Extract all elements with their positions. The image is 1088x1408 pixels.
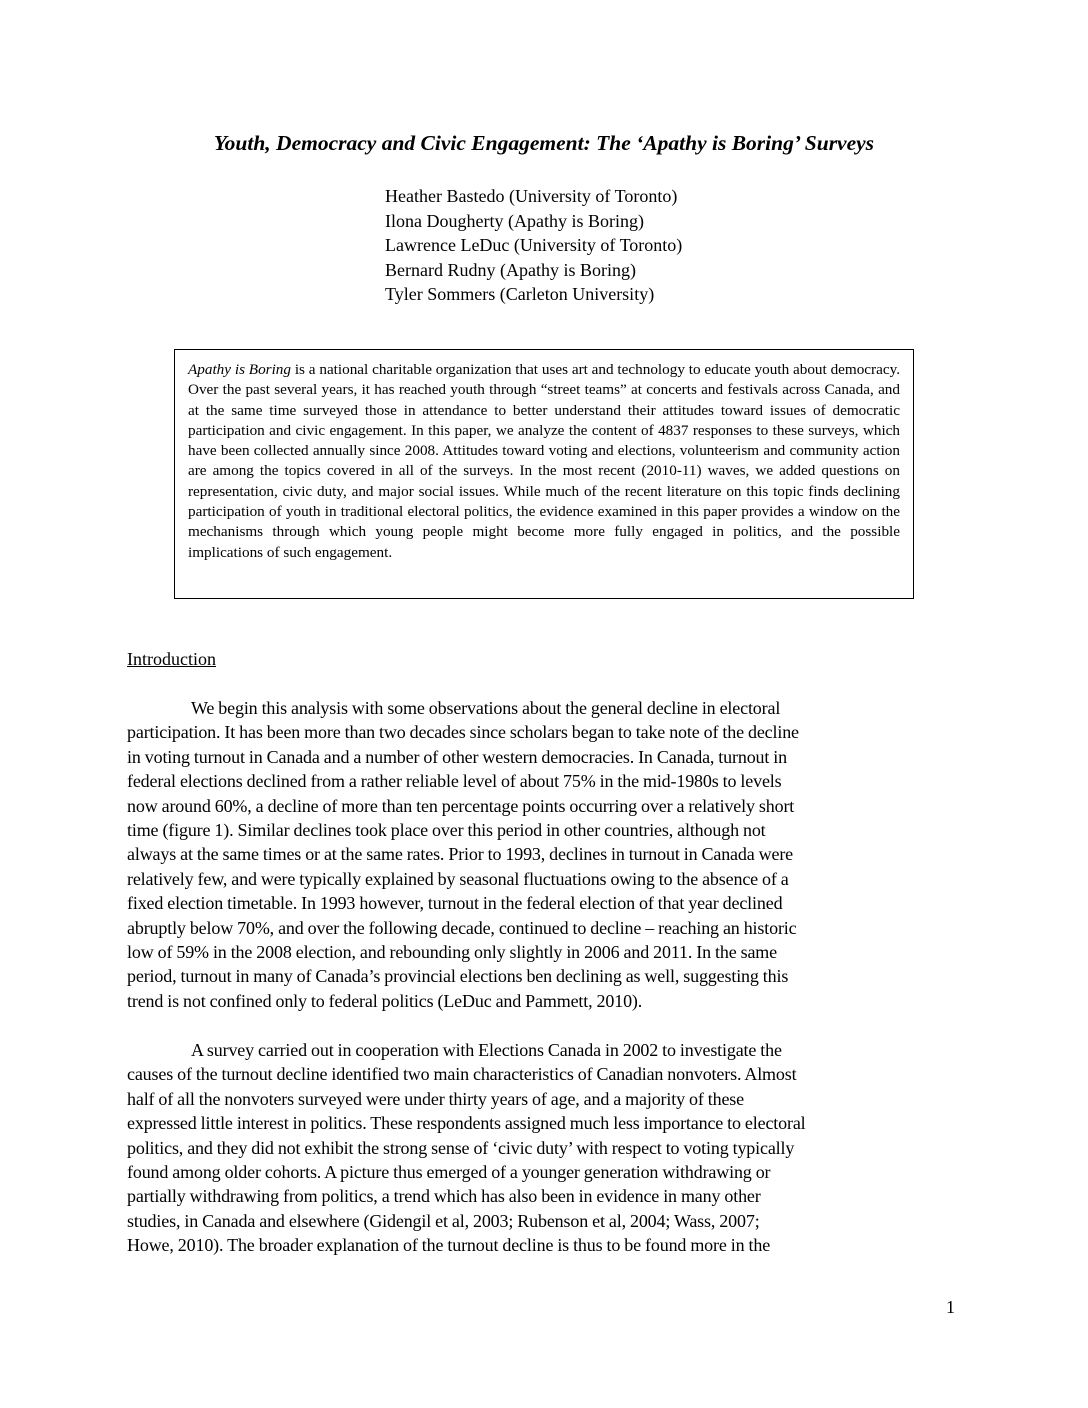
paragraph-line: relatively few, and were typically explained by seasonal fluctuations owing to the absence of a — [127, 868, 789, 889]
paragraph-line: now around 60%, a decline of more than ten percentage points occurring over a relatively short — [127, 795, 795, 816]
paragraph-line: federal elections declined from a rather reliable level of about 75% in the mid-1980s to levels — [127, 771, 782, 792]
paragraph-line: Howe, 2010). The broader explanation of the turnout decline is thus to be found more in the — [127, 1235, 771, 1256]
paragraph-line: found among older cohorts. A picture thus emerged of a younger generation withdrawing or — [127, 1162, 771, 1183]
paragraph-line: partially withdrawing from politics, a trend which has also been in evidence in many other — [127, 1186, 761, 1207]
paragraph-line: We begin this analysis with some observations about the general decline in electoral — [191, 698, 781, 718]
author-entry: Heather Bastedo (University of Toronto) — [385, 186, 678, 206]
abstract-lead: Apathy is Boring — [188, 361, 291, 378]
section-heading: Introduction — [127, 649, 216, 669]
body-paragraph — [127, 1038, 947, 1258]
author-entry: Bernard Rudny (Apathy is Boring) — [385, 259, 636, 280]
paragraph-line: fixed election timetable. In 1993 however, turnout in the federal election of that year declined — [127, 893, 783, 914]
paper-title: Youth, Democracy and Civic Engagement: The ‘Apathy is Boring’ Surveys — [213, 131, 875, 155]
paragraph-line: always at the same times or at the same rates. Prior to 1993, declines in turnout in Canada were — [127, 844, 794, 865]
paragraph-line: period, turnout in many of Canada’s provincial elections ben declining as well, suggesting this — [127, 966, 789, 987]
paragraph-line: participation. It has been more than two decades since scholars began to take note of the decline — [127, 722, 799, 743]
author-entry: Lawrence LeDuc (University of Toronto) — [385, 235, 683, 255]
abstract-text: is a national charitable organization that uses art and technology to educate youth about democracy. Over the past several years, it has reached youth through “street teams” at concerts and festivals across Canada, and at the same time surveyed those in attendance to better understand their attitudes toward issues of democratic participation and civic engagement. In this paper, we analyze the content of 4837 responses to these surveys, which have been collected annually since 2008. Attitudes toward voting and elections, volunteerism and community action are among the topics covered in all of the surveys. In the most recent (2010-11) waves, we added questions on representation, civic duty, and major social issues. While much of the recent literature on this topic finds declining participation of youth in traditional electoral politics, the evidence examined in this paper provides a window on the mechanisms through which young people might become more fully engaged in politics, and the possible implications of such engagement. — [188, 361, 900, 561]
abstract-box — [174, 349, 914, 599]
paragraph-line: low of 59% in the 2008 election, and rebounding only slightly in 2006 and 2011. In the same — [127, 942, 777, 963]
paragraph-line: A survey carried out in cooperation with Elections Canada in 2002 to investigate the — [191, 1040, 782, 1060]
author-entry: Tyler Sommers (Carleton University) — [385, 284, 655, 304]
paragraph-line: causes of the turnout decline identified two main characteristics of Canadian nonvoters. Almost — [127, 1064, 797, 1085]
paragraph-line: abruptly below 70%, and over the following decade, continued to decline – reaching an historic — [127, 917, 797, 938]
paragraph-line: in voting turnout in Canada and a number of other western democracies. In Canada, turnout in — [127, 746, 788, 767]
paragraph-line: studies, in Canada and elsewhere (Gidengil et al, 2003; Rubenson et al, 2004; Wass, 2007; — [127, 1210, 760, 1231]
author-entry: Ilona Dougherty (Apathy is Boring) — [385, 210, 644, 231]
paragraph-line: politics, and they did not exhibit the strong sense of ‘civic duty’ with respect to voting typically — [127, 1137, 795, 1158]
author-list — [385, 184, 682, 307]
paragraph-line: half of all the nonvoters surveyed were under thirty years of age, and a majority of these — [127, 1088, 744, 1109]
paragraph-line: trend is not confined only to federal politics (LeDuc and Pammett, 2010). — [127, 990, 643, 1011]
paragraph-line: expressed little interest in politics. These respondents assigned much less importance to electoral — [127, 1113, 806, 1134]
page-number: 1 — [946, 1297, 955, 1317]
paragraph-line: time (figure 1). Similar declines took place over this period in other countries, although not — [127, 820, 766, 841]
body-paragraph — [127, 696, 947, 1013]
